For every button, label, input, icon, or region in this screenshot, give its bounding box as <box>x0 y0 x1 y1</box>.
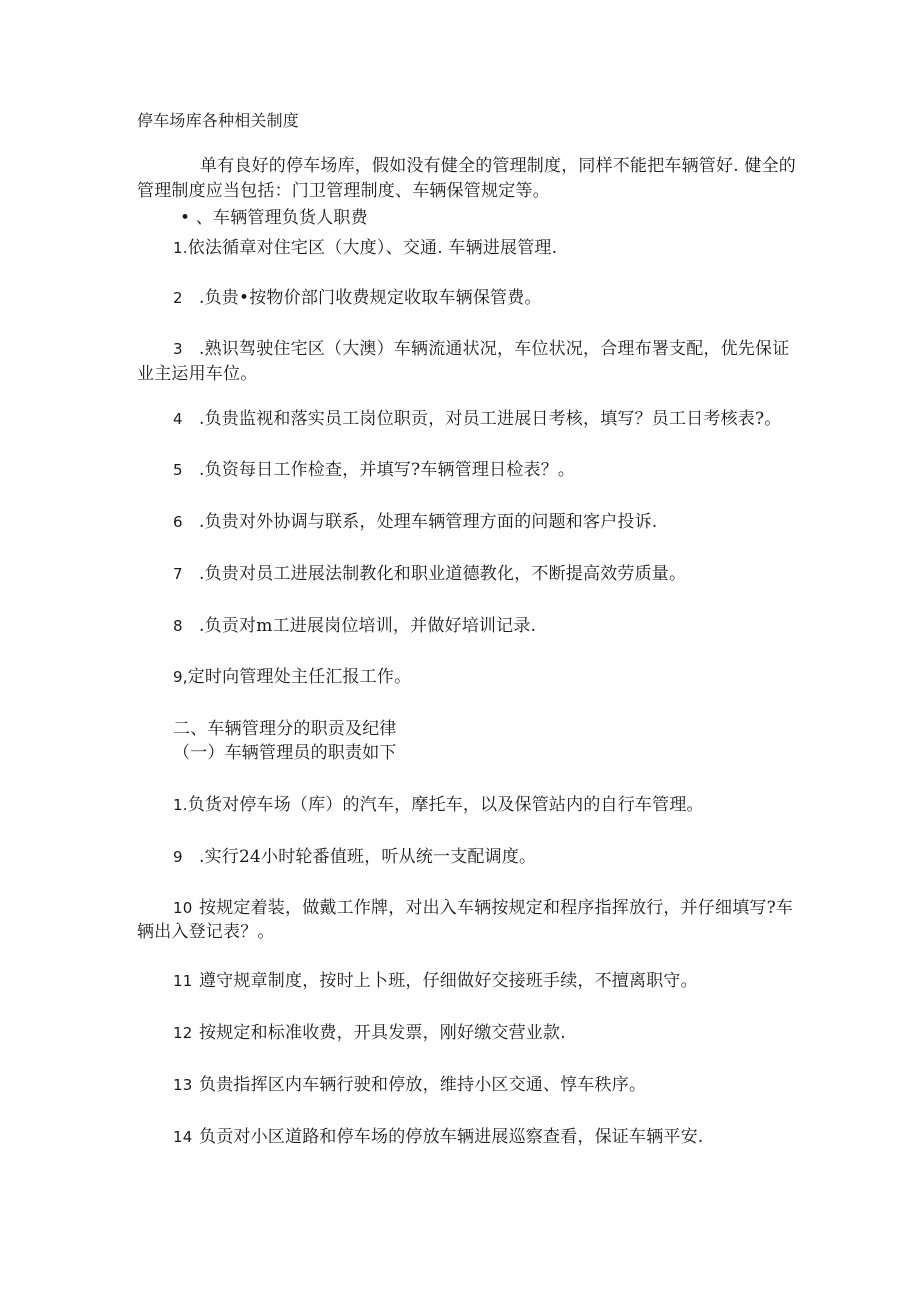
item-text: .熟识驾驶住宅区（大澳）车辆流通状况，车位状况，合理布署支配，优先保证 <box>199 339 790 359</box>
item-text: .负贵对外协调与联系，处理车辆管理方面的问题和客户投诉. <box>199 512 658 532</box>
list-item <box>173 459 575 481</box>
section-1-heading: • 、车辆管理负货人职费 <box>180 208 368 228</box>
list-item <box>173 615 536 637</box>
item-text: .实行24小时轮番值班，听从统一支配调度。 <box>199 847 537 867</box>
item-number: 3 <box>173 340 183 358</box>
item-text: 负贡对小区道路和停车场的停放车辆进展巡察查看，保证车辆平安. <box>199 1127 704 1147</box>
item-text: .负贵•按物价部门收费规定收取车辆保管费。 <box>199 288 542 308</box>
item-text: 依法循章对住宅区（大度）、交通. 车辆进展管理. <box>187 238 558 258</box>
section-2-subheading: （一）车辆管理员的职责如下 <box>173 743 397 763</box>
item-text: .负贵监视和落实员工岗位职贡，对员工进展日考核，填写？员工日考核表?。 <box>199 409 782 429</box>
item-number: 10 <box>173 899 193 917</box>
section-2-heading: 二、车辆管理分的职贡及纪律 <box>173 719 397 739</box>
item-number: 8 <box>173 617 183 635</box>
list-item <box>173 338 789 360</box>
list-item <box>173 287 542 309</box>
list-item <box>173 846 536 868</box>
item-number: 9 <box>173 848 183 866</box>
list-item <box>173 1022 566 1044</box>
item-text: .负贡对m工进展岗位培训，并做好培训记录. <box>199 616 537 636</box>
list-item <box>173 794 704 816</box>
item-text: 负货对停车场（库）的汽车，摩托车，以及保管站内的自行车管理。 <box>187 795 704 815</box>
item-number: 14 <box>173 1128 193 1146</box>
item-number: 2 <box>173 289 183 307</box>
list-item <box>173 897 793 919</box>
item-text: 遵守规章制度，按时上卜班，仔细做好交接班手续，不擅离职守。 <box>199 971 698 991</box>
list-item <box>173 511 657 533</box>
item-text: .负资每日工作检查，并填写?车辆管理日检表？。 <box>199 460 576 480</box>
list-item-continuation: 辆出入登记表？。 <box>137 922 275 942</box>
item-text: 定时向管理处主任汇报工作。 <box>187 667 412 687</box>
intro-paragraph-line-2: 管理制度应当包括：门卫管理制度、车辆保管规定等。 <box>137 181 550 201</box>
item-text: 负贵指挥区内车辆行驶和停放，维持小区交通、惇车秩序。 <box>199 1075 647 1095</box>
list-item <box>173 237 557 259</box>
document-title: 停车场库各种相关制度 <box>137 111 300 130</box>
list-item <box>173 666 411 688</box>
item-number: 1. <box>173 239 188 257</box>
list-item <box>173 1126 703 1148</box>
list-item <box>173 1074 646 1096</box>
list-item-continuation: 业主运用车位。 <box>137 364 258 384</box>
list-item <box>173 563 686 585</box>
item-number: 1. <box>173 796 188 814</box>
item-text: .负贵对员工进展法制教化和职业道德教化，不断提高效劳质量。 <box>199 564 687 584</box>
item-text: 按规定着装，做戴工作牌，对出入车辆按规定和程序指挥放行，并仔细填写?车 <box>199 898 794 918</box>
item-number: 13 <box>173 1076 193 1094</box>
list-item <box>173 970 698 992</box>
item-number: 12 <box>173 1024 193 1042</box>
item-number: 5 <box>173 461 183 479</box>
item-number: 4 <box>173 410 183 428</box>
intro-paragraph-line-1: 单有良好的停车场库，假如没有健全的管理制度，同样不能把车辆管好. 健全的 <box>200 156 797 176</box>
item-text: 按规定和标准收费，开具发票，刚好缴交营业款. <box>199 1023 566 1043</box>
item-number: 6 <box>173 513 183 531</box>
item-number: 9, <box>173 668 188 686</box>
item-number: 7 <box>173 565 183 583</box>
list-item <box>173 408 782 430</box>
item-number: 11 <box>173 972 193 990</box>
